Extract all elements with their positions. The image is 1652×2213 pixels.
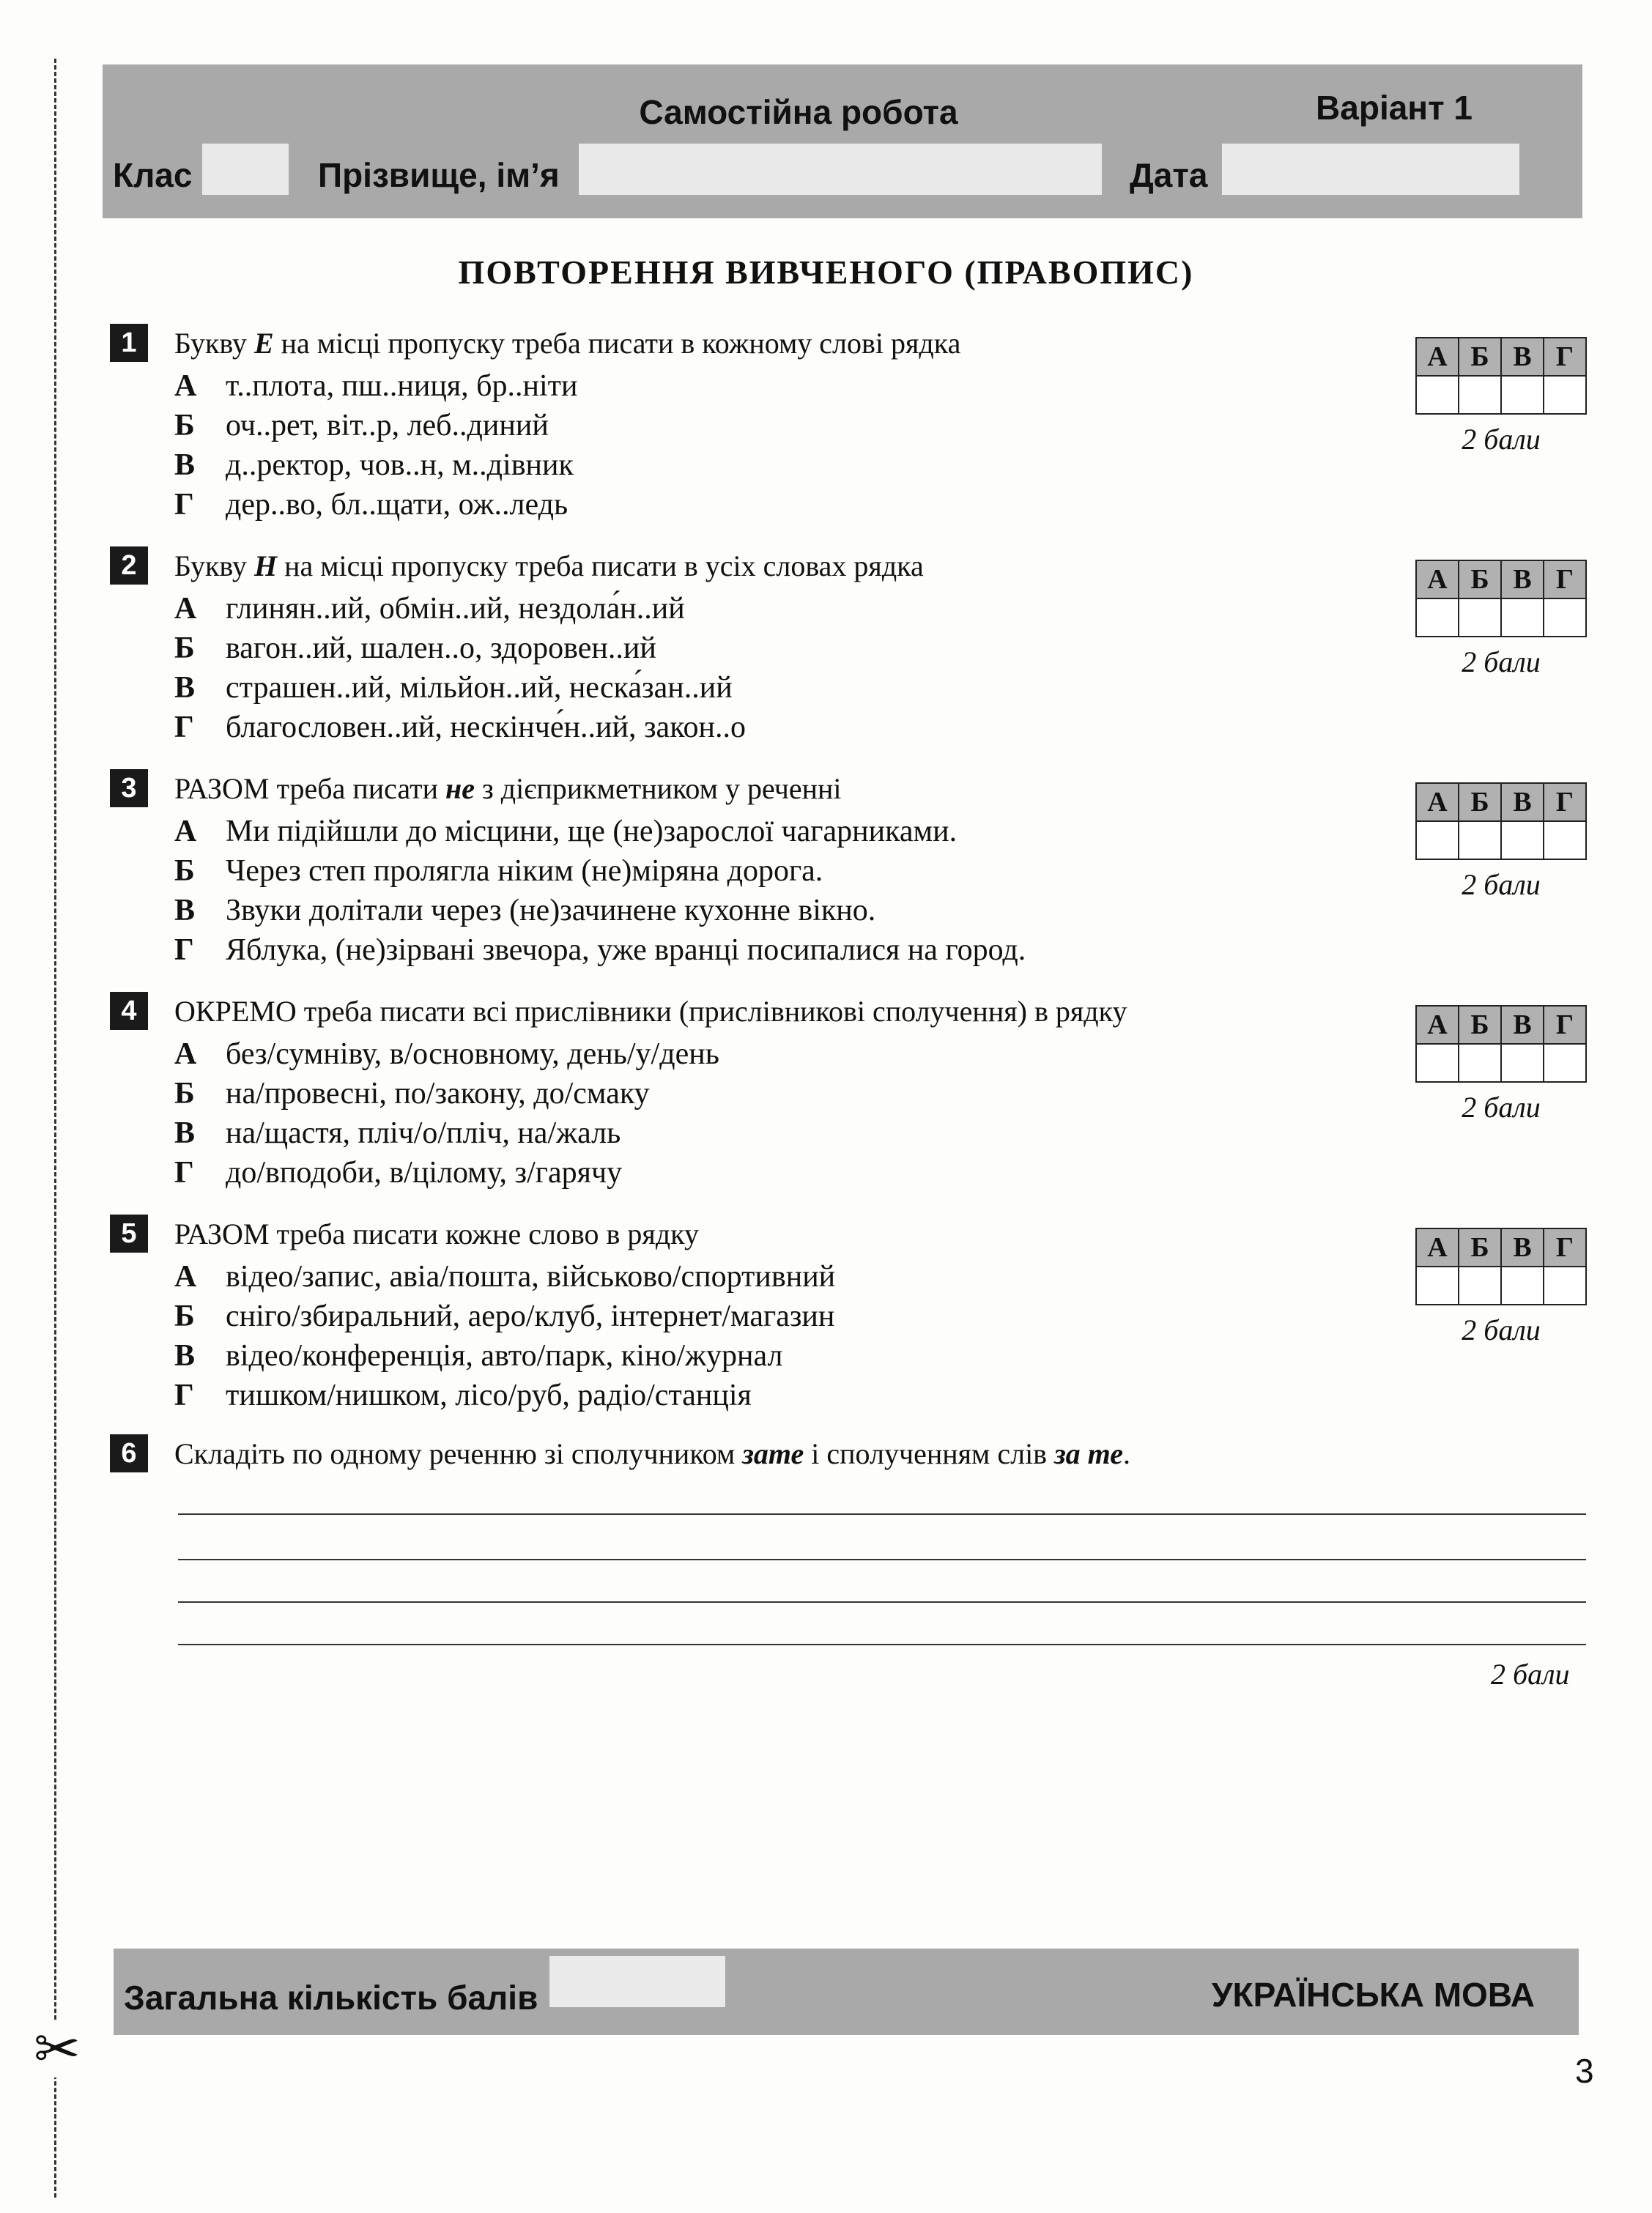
answer-cell[interactable] <box>1543 1266 1587 1305</box>
option-g: Г благословен..ий, нескінче́н..ий, закон..о <box>174 711 746 744</box>
grid-letter: Г <box>1543 337 1587 377</box>
option-b: Б оч..рет, віт..р, леб..диний <box>174 409 549 442</box>
date-label: Дата <box>1130 156 1208 194</box>
grid-letter: Б <box>1458 1005 1502 1045</box>
option-g: Г Яблука, (не)зірвані звечора, уже вранці посипалися на город. <box>174 933 1026 967</box>
option-a: А т..плота, пш..ниця, бр..ніти <box>174 369 578 403</box>
points-label: 2 бали <box>1462 1091 1541 1124</box>
answer-cell[interactable] <box>1500 1266 1544 1305</box>
grid-letter: В <box>1500 337 1544 377</box>
answer-cell[interactable] <box>1458 1043 1502 1083</box>
grid-letter: В <box>1500 1005 1544 1045</box>
task-question: Складіть по одному реченню зі сполучником зате і сполученням слів за те. <box>174 1437 1131 1470</box>
grid-letter: Б <box>1458 782 1502 822</box>
grid-letter: А <box>1415 337 1459 377</box>
answer-cell[interactable] <box>1458 1266 1502 1305</box>
grid-letter: В <box>1500 1228 1544 1267</box>
grid-letter: Г <box>1543 782 1587 822</box>
grid-letter: Г <box>1543 560 1587 599</box>
option-b: Б на/провесні, по/закону, до/смаку <box>174 1077 650 1111</box>
task-question: Букву Е на місці пропуску треба писати в кожному слові рядка <box>174 327 961 360</box>
option-g: Г до/вподоби, в/цілому, з/гарячу <box>174 1156 623 1190</box>
grid-letter: А <box>1415 560 1459 599</box>
points-label: 2 бали <box>1491 1658 1570 1691</box>
grid-letter: В <box>1500 782 1544 822</box>
points-label: 2 бали <box>1462 868 1541 901</box>
answer-cell[interactable] <box>1458 375 1502 415</box>
points-label: 2 бали <box>1462 1313 1541 1346</box>
task-question: ОКРЕМО треба писати всі прислівники (прислівникові сполучення) в рядку <box>174 995 1127 1028</box>
option-a: А Ми підійшли до місцини, ще (не)зарослої чагарниками. <box>174 815 958 848</box>
option-b: Б вагон..ий, шален..о, здоровен..ий <box>174 631 656 665</box>
task-number: 1 <box>110 324 148 362</box>
answer-cell[interactable] <box>1415 375 1459 415</box>
cut-line <box>54 59 56 2198</box>
grid-letter: Б <box>1458 560 1502 599</box>
scissors-icon: ✂ <box>34 2019 81 2080</box>
option-g: Г дер..во, бл..щати, ож..ледь <box>174 488 568 522</box>
answer-cell[interactable] <box>1543 375 1587 415</box>
answer-cell[interactable] <box>1415 598 1459 637</box>
grid-letter: Б <box>1458 1228 1502 1267</box>
worksheet-title: Самостійна робота <box>639 93 958 131</box>
variant-label: Варіант 1 <box>1316 89 1473 127</box>
option-a: А відео/запис, авіа/пошта, військово/спортивний <box>174 1260 836 1294</box>
answer-line[interactable] <box>178 1513 1586 1515</box>
answer-cell[interactable] <box>1500 1043 1544 1083</box>
answer-grid-2 <box>1415 560 1591 679</box>
option-b: Б сніго/збиральний, аеро/клуб, інтернет/магазин <box>174 1300 835 1333</box>
option-v: В відео/конференція, авто/парк, кіно/журнал <box>174 1339 783 1373</box>
task-number: 3 <box>110 769 148 807</box>
answer-cell[interactable] <box>1415 1043 1459 1083</box>
task-question: Букву Н на місці пропуску треба писати в усіх словах рядка <box>174 549 924 582</box>
answer-grid-1 <box>1415 337 1591 456</box>
answer-cell[interactable] <box>1415 1266 1459 1305</box>
answer-cell[interactable] <box>1500 598 1544 637</box>
task-number: 5 <box>110 1215 148 1253</box>
option-v: В д..ректор, чов..н, м..дівник <box>174 448 574 482</box>
grid-letter: А <box>1415 1228 1459 1267</box>
answer-line[interactable] <box>178 1559 1586 1560</box>
points-label: 2 бали <box>1462 423 1541 456</box>
class-field[interactable] <box>202 144 289 195</box>
answer-cell[interactable] <box>1415 820 1459 860</box>
grid-letter: Г <box>1543 1005 1587 1045</box>
section-title: ПОВТОРЕННЯ ВИВЧЕНОГО (ПРАВОПИС) <box>458 253 1194 291</box>
name-field[interactable] <box>579 144 1102 195</box>
answer-grid-3 <box>1415 782 1591 902</box>
option-g: Г тишком/нишком, лісо/руб, радіо/станція <box>174 1379 752 1412</box>
option-v: В Звуки долітали через (не)зачинене кухонне вікно. <box>174 894 876 927</box>
answer-cell[interactable] <box>1543 598 1587 637</box>
grid-letter: В <box>1500 560 1544 599</box>
grid-letter: Г <box>1543 1228 1587 1267</box>
answer-line[interactable] <box>178 1601 1586 1603</box>
subject-label: УКРАЇНСЬКА МОВА <box>1211 1976 1535 2014</box>
grid-letter: Б <box>1458 337 1502 377</box>
date-field[interactable] <box>1222 144 1519 195</box>
option-a: А без/сумніву, в/основному, день/у/день <box>174 1037 719 1071</box>
option-b: Б Через степ пролягла ніким (не)міряна дорога. <box>174 854 823 888</box>
points-label: 2 бали <box>1462 645 1541 678</box>
answer-cell[interactable] <box>1458 598 1502 637</box>
total-points-field[interactable] <box>549 1956 725 2007</box>
task-number: 4 <box>110 992 148 1030</box>
grid-letter: А <box>1415 1005 1459 1045</box>
answer-grid-5 <box>1415 1228 1591 1347</box>
task-number: 6 <box>110 1434 148 1472</box>
name-label: Прізвище, ім’я <box>318 156 560 194</box>
answer-cell[interactable] <box>1500 820 1544 860</box>
option-v: В страшен..ий, мільйон..ий, неска́зан..ий <box>174 671 733 705</box>
worksheet-footer <box>114 1949 1579 2035</box>
answer-cell[interactable] <box>1543 1043 1587 1083</box>
worksheet-header <box>103 64 1582 218</box>
answer-cell[interactable] <box>1543 820 1587 860</box>
answer-cell[interactable] <box>1458 820 1502 860</box>
option-v: В на/щастя, пліч/о/пліч, на/жаль <box>174 1116 621 1150</box>
grid-letter: А <box>1415 782 1459 822</box>
task-question: РАЗОМ треба писати не з дієприкметником у реченні <box>174 772 842 805</box>
answer-cell[interactable] <box>1500 375 1544 415</box>
task-number: 2 <box>110 546 148 585</box>
total-points-label: Загальна кількість балів <box>124 1979 538 2017</box>
answer-grid-4 <box>1415 1005 1591 1124</box>
task-question: РАЗОМ треба писати кожне слово в рядку <box>174 1217 700 1250</box>
option-a: А глинян..ий, обмін..ий, нездола́н..ий <box>174 592 685 626</box>
class-label: Клас <box>113 156 193 194</box>
answer-line[interactable] <box>178 1644 1586 1645</box>
page-number: 3 <box>1575 2052 1594 2090</box>
